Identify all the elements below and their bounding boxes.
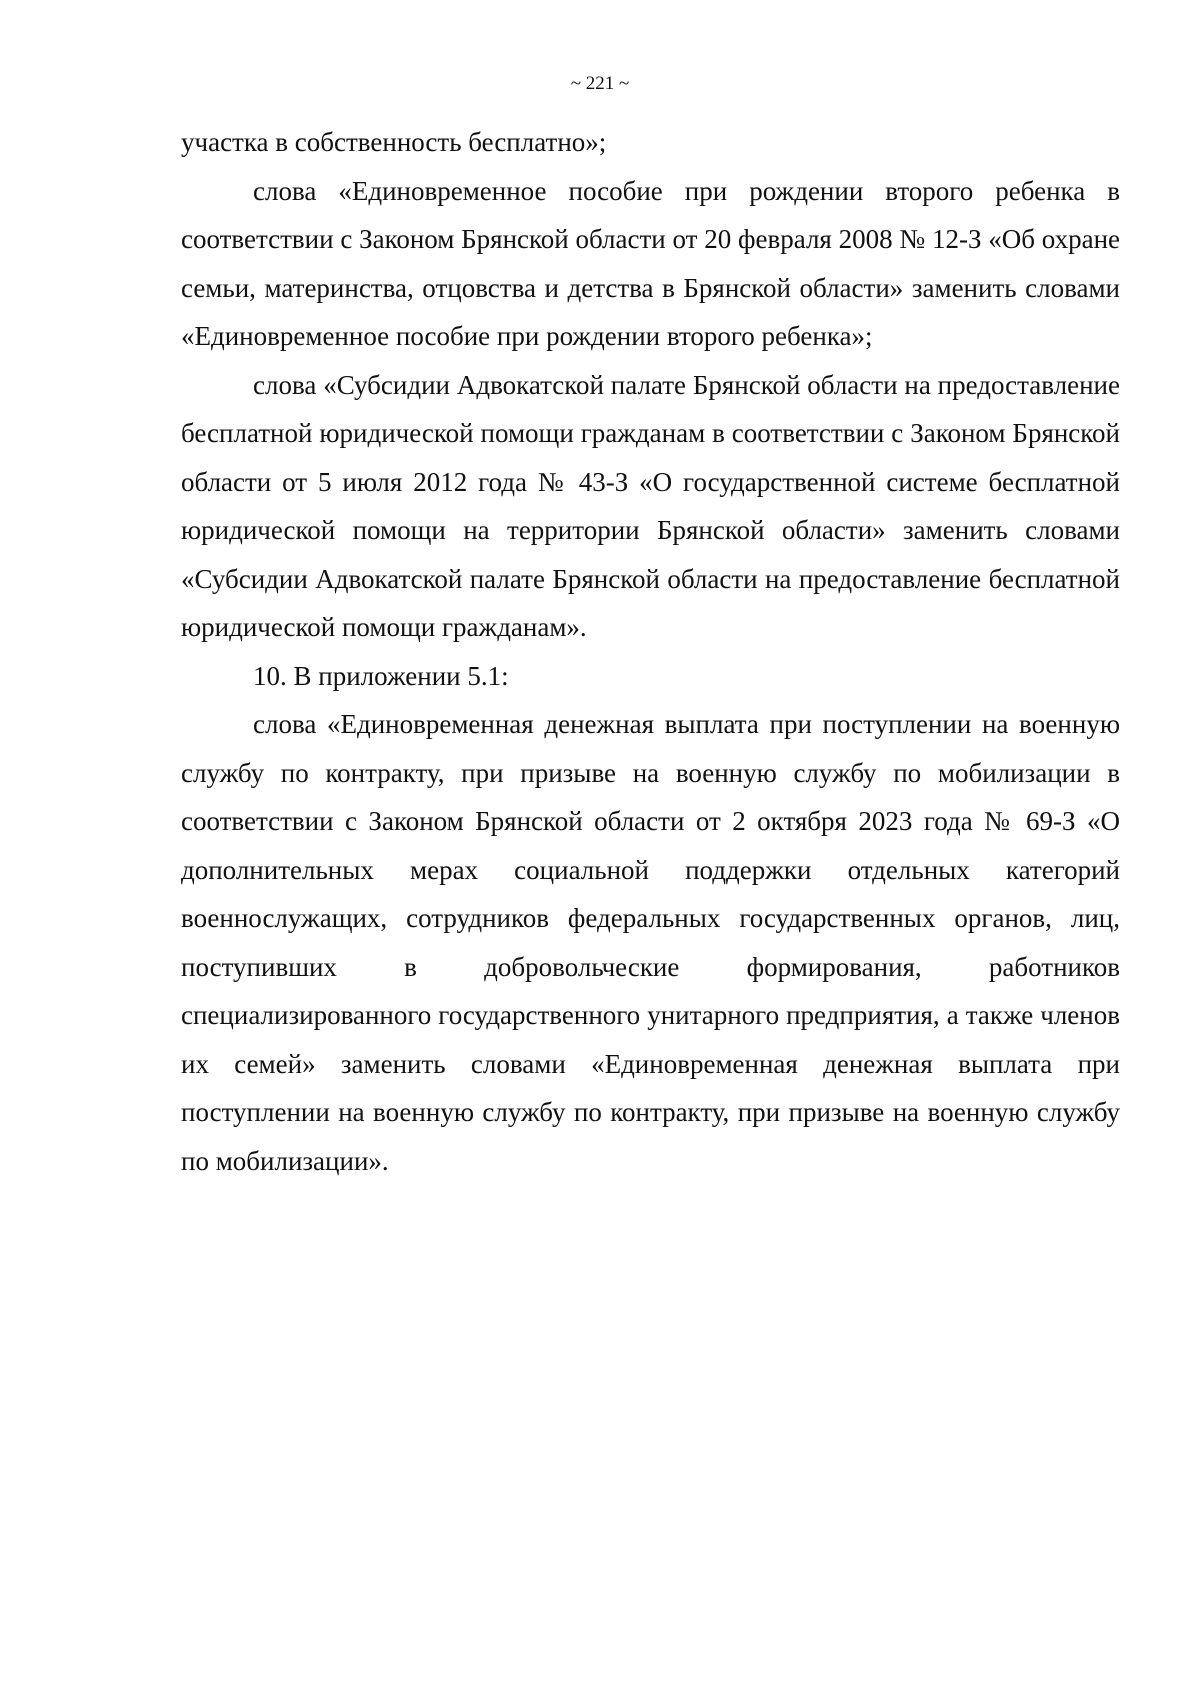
paragraph-appendix-heading: 10. В приложении 5.1: bbox=[253, 660, 509, 691]
document-body bbox=[181, 118, 1120, 1185]
paragraph-continuation: участка в собственность бесплатно»; bbox=[181, 127, 607, 157]
paragraph-childbirth-allowance: слова «Единовременное пособие при рождении второго ребенка в соответствии с Законом Брянской области от 20 февраля 2008 № 12-З «Об охране семьи, материнства, отцовства и детства в Брянской области» заменить словами «Единовременное пособие при рождении второго ребенка»; bbox=[181, 175, 1120, 351]
paragraph-military-payment: слова «Единовременная денежная выплата при поступлении на военную службу по контракту, при призыве на военную службу по мобилизации в соответствии с Законом Брянской области от 2 октября 2023 года № 69-З «О дополнительных мерах социальной поддержки отдельных категорий военнослужащих, сотрудников федеральных государственных органов, лиц, поступивших в добровольческие формирования, работников специализированного государственного унитарного предприятия, а также членов их семей» заменить словами «Единовременная денежная выплата при поступлении на военную службу по контракту, при призыве на военную службу по мобилизации». bbox=[181, 709, 1120, 1176]
paragraph-legal-aid-subsidy: слова «Субсидии Адвокатской палате Брянской области на предоставление бесплатной юридической помощи гражданам в соответствии с Законом Брянской области от 5 июля 2012 года № 43-З «О государственной системе бесплатной юридической помощи на территории Брянской области» заменить словами «Субсидии Адвокатской палате Брянской области на предоставление бесплатной юридической помощи гражданам». bbox=[181, 369, 1120, 642]
page-number: ~ 221 ~ bbox=[570, 73, 630, 94]
